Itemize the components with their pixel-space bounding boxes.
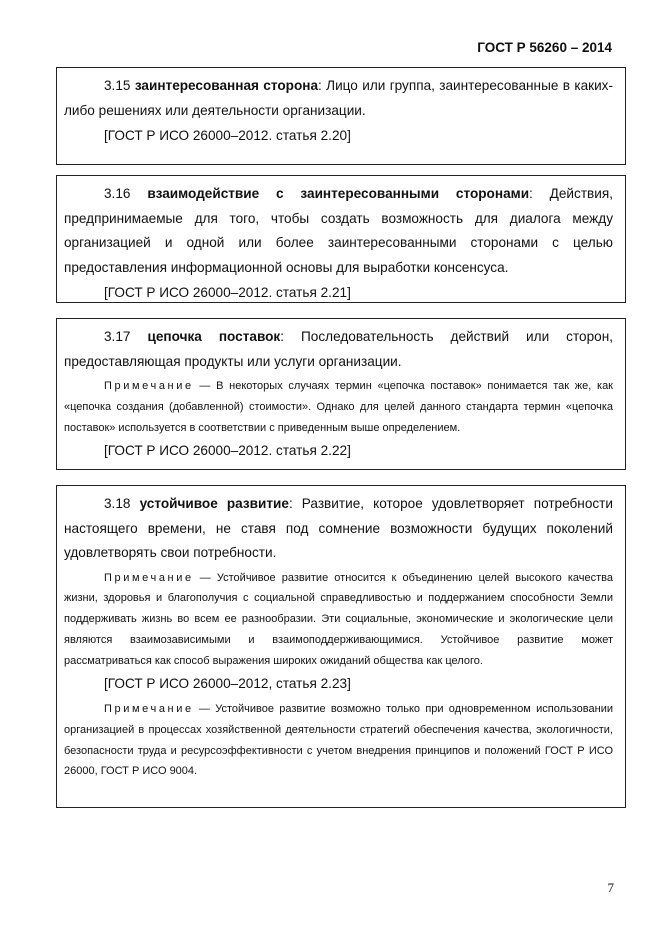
term-entry-3-17 bbox=[56, 318, 626, 470]
note-text: — Устойчивое развитие относится к объединению целей высокого качества жизни, здоровья и благополучия с социальной справедливостью и поддержанием способности Земли поддерживать жизнь во всем ее разнообразии. Эти социальные, экономические и экологические цели являются взаимозависимыми и взаимоподдерживающимися. Устойчивое развитие может рассматриваться как способ выражения широких ожиданий общества как целого. bbox=[64, 571, 613, 667]
term-number: 3.15 bbox=[104, 78, 131, 93]
definition-paragraph bbox=[64, 325, 613, 374]
term-definition: : Последовательность действий или сторон, предоставляющая продукты или услуги организации. bbox=[64, 329, 613, 369]
definition-paragraph bbox=[64, 492, 613, 566]
citation: [ГОСТ Р ИСО 26000–2012. статья 2.20] bbox=[104, 128, 351, 143]
citation: [ГОСТ Р ИСО 26000–2012. статья 2.22] bbox=[104, 443, 351, 459]
term-definition: : Лицо или группа, заинтересованные в каких-либо решениях или деятельности организации. bbox=[64, 78, 613, 118]
note-label: Примечание bbox=[104, 702, 194, 715]
page-number: 7 bbox=[607, 880, 614, 895]
term-definition: : Развитие, которое удовлетворяет потребности настоящего времени, не ставя под сомнение возможности будущих поколений удовлетворять свои потребности. bbox=[64, 496, 613, 560]
note-paragraph bbox=[64, 376, 613, 438]
term-entry-3-15 bbox=[56, 67, 626, 165]
term-name: заинтересованная сторона bbox=[134, 78, 319, 93]
note-label: Примечание bbox=[104, 571, 194, 584]
note-text: — Устойчивое развитие возможно только при одновременном использовании организацией в процессах хозяйственной деятельности стратегий обеспечения качества, экологичности, безопасности труда и ресурсоэффективности с учетом внедрения принципов и положений ГОСТ Р ИСО 26000, ГОСТ Р ИСО 9004. bbox=[64, 702, 613, 778]
note-paragraph bbox=[64, 568, 613, 672]
term-name: взаимодействие с заинтересованными сторонами bbox=[147, 186, 530, 201]
term-number: 3.17 bbox=[104, 329, 131, 344]
term-name: цепочка поставок bbox=[147, 329, 281, 344]
citation: [ГОСТ Р ИСО 26000–2012, статья 2.23] bbox=[104, 676, 351, 692]
citation: [ГОСТ Р ИСО 26000–2012. статья 2.21] bbox=[104, 285, 351, 300]
term-number: 3.16 bbox=[104, 186, 131, 201]
definition-paragraph bbox=[64, 182, 613, 280]
term-number: 3.18 bbox=[104, 496, 131, 511]
term-entry-3-18 bbox=[56, 485, 626, 808]
term-entry-3-16 bbox=[56, 175, 626, 303]
note-text: — В некоторых случаях термин «цепочка поставок» понимается так же, как «цепочка создания (добавленной) стоимости». Однако для целей данного стандарта термин «цепочка поставок» используется в соответствии с приведенным выше определением. bbox=[64, 380, 613, 434]
term-definition: : Действия, предпринимаемые для того, чтобы создать возможность для диалога между организацией и одной или более заинтересованными сторонами с целью предоставления информационной основы для выработки консенсуса. bbox=[64, 186, 613, 275]
note-label: Примечание bbox=[104, 380, 194, 392]
document-header: ГОСТ Р 56260 – 2014 bbox=[477, 40, 612, 55]
definition-paragraph bbox=[64, 74, 613, 123]
term-name: устойчивое развитие bbox=[139, 496, 289, 511]
note-paragraph-2 bbox=[64, 699, 613, 782]
